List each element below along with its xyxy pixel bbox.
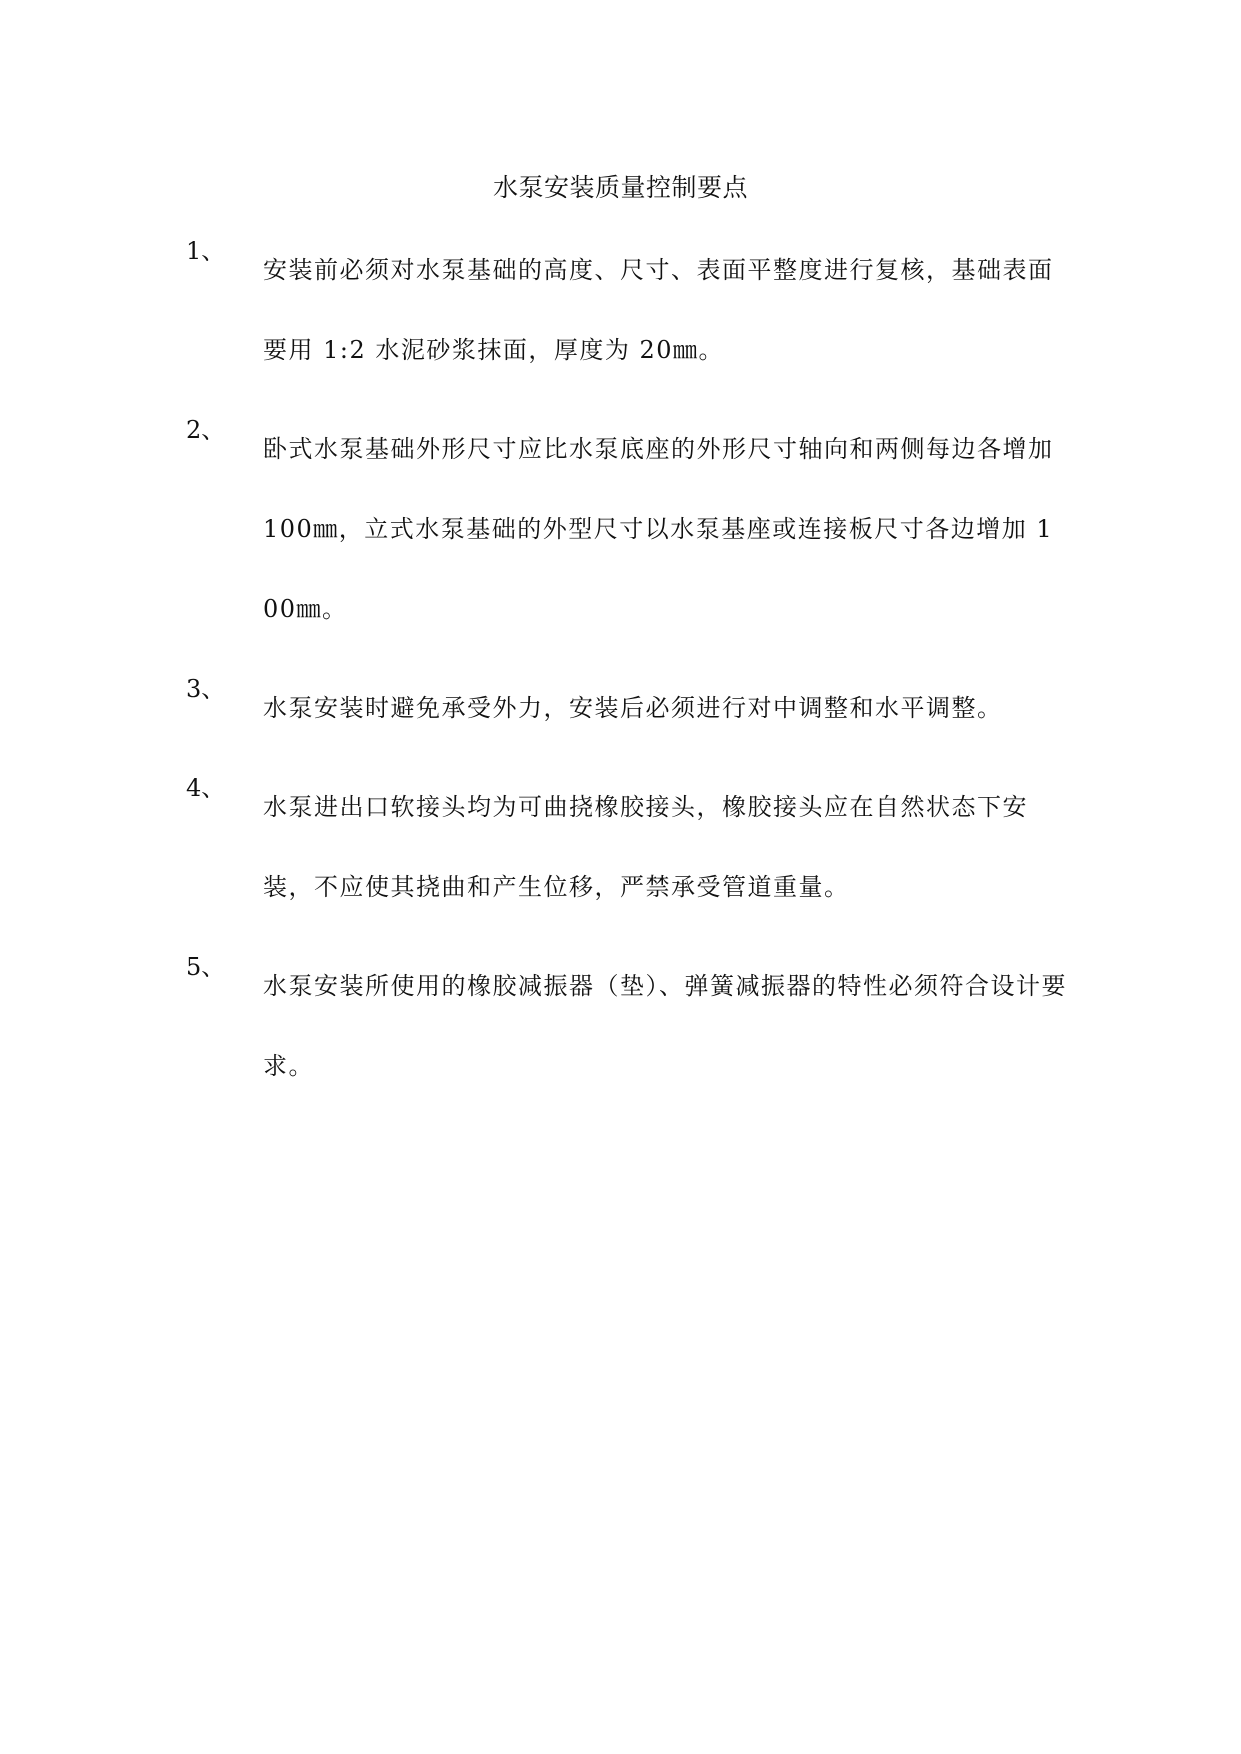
list-item-5 — [0, 946, 1241, 1106]
item-text: 水泵进出口软接头均为可曲挠橡胶接头，橡胶接头应在自然状态下安装，不应使其挠曲和产生位移，严禁承受管道重量。 — [263, 793, 1028, 901]
item-number: 3、 — [186, 675, 226, 703]
list-item-4 — [0, 767, 1241, 927]
item-number: 2、 — [186, 416, 226, 444]
item-text: 安装前必须对水泵基础的高度、尺寸、表面平整度进行复核，基础表面要用 1:2 水泥砂浆抹面，厚度为 20㎜。 — [263, 256, 1054, 364]
item-number: 5、 — [186, 953, 226, 981]
item-text: 水泵安装所使用的橡胶减振器（垫）、弹簧减振器的特性必须符合设计要求。 — [263, 972, 1067, 1080]
list-item-1 — [0, 230, 1241, 390]
item-number: 4、 — [186, 774, 226, 802]
item-text: 卧式水泵基础外形尺寸应比水泵底座的外形尺寸轴向和两侧每边各增加 100㎜，立式水泵基础的外型尺寸以水泵基座或连接板尺寸各边增加 100㎜。 — [263, 435, 1054, 623]
document-title: 水泵安装质量控制要点 — [492, 173, 748, 202]
list-item-3 — [0, 668, 1241, 748]
list-item-2 — [0, 409, 1241, 649]
requirement-list — [0, 237, 1241, 1143]
item-text: 水泵安装时避免承受外力，安装后必须进行对中调整和水平调整。 — [263, 694, 1003, 722]
item-number: 1、 — [186, 237, 226, 265]
